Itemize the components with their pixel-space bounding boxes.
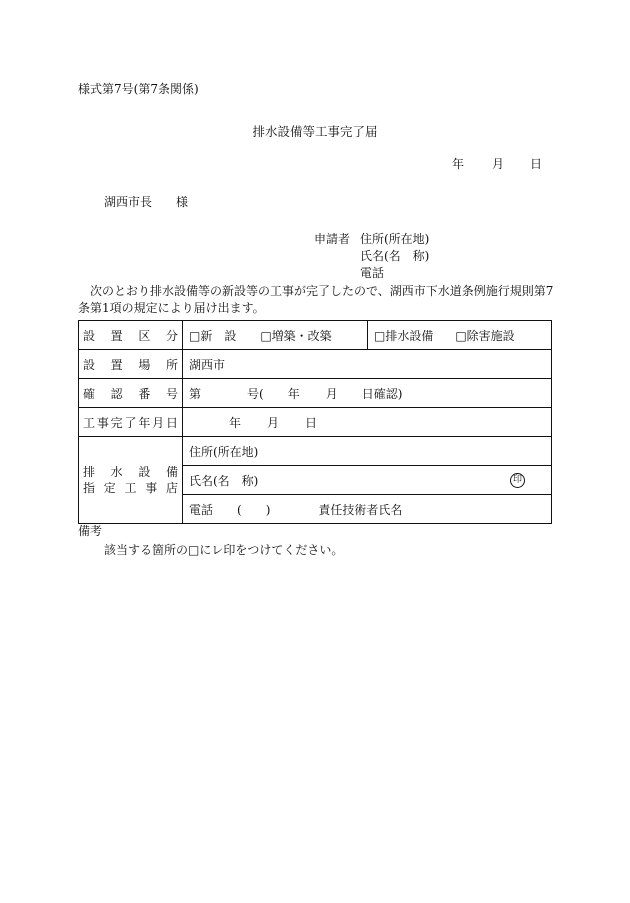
conf-year: 年 [287,386,300,401]
confirmation-number-char: 号 [165,386,178,401]
confirmation-number-char: 確 [83,386,96,401]
label-installation-category [79,321,183,350]
applicant-phone-label: 電話 [360,266,385,280]
conf-day: 日確認) [361,386,403,401]
completion-day: 日 [305,415,318,430]
contractor-phone-label: 電話 [189,502,214,517]
phone-paren-open: ( [237,502,242,517]
date-month: 月 [492,157,505,171]
applicant-address-label: 住所(所在地) [360,232,430,246]
label-designated-contractor [79,437,183,524]
seal-icon: 印 [510,473,525,488]
drainage-equipment-char: 水 [110,465,123,479]
label-completion-date [79,408,183,437]
cell-facility-type [368,321,552,350]
installation-location-char: 設 [83,357,96,372]
drainage-equipment-char: 備 [165,465,178,479]
addressee: 湖西市長 様 [104,195,189,209]
engineer-name-label: 責任技術者氏名 [318,502,403,517]
completion-date-char: 了 [124,415,137,430]
installation-category-char: 分 [165,328,178,343]
designated-contractor-char: 指 [83,481,96,495]
row-installation-location [79,350,552,379]
completion-date-value [183,408,552,437]
label-installation-location [79,350,183,379]
date-year: 年 [452,157,465,171]
installation-category-char: 設 [83,328,96,343]
checkbox-removal[interactable]: □除害施設 [455,328,515,343]
checkbox-drainage[interactable]: □排水設備 [374,328,434,343]
designated-contractor-char: 定 [103,481,116,495]
completion-date-char: 工 [83,415,96,430]
designated-contractor-char: 事 [145,481,158,495]
completion-month: 月 [267,415,280,430]
label-confirmation-number [79,379,183,408]
confirmation-number-char: 認 [110,386,123,401]
conf-dai: 第 [189,386,202,401]
applicant-name-label: 氏名(名 称) [360,249,430,263]
remarks-text: 該当する箇所の□にレ印をつけてください。 [104,543,344,557]
contractor-address: 住所(所在地) [183,437,552,466]
completion-date-char: 完 [110,415,123,430]
row-confirmation-number [79,379,552,408]
applicant-label: 申請者 [314,232,351,246]
contractor-name [183,466,552,495]
date-day: 日 [530,157,543,171]
confirmation-number-char: 番 [138,386,151,401]
row-contractor-address [79,437,552,466]
installation-location-value: 湖西市 [183,350,552,379]
completion-date-char: 日 [165,415,178,430]
completion-date-char: 月 [152,415,165,430]
cell-construction-type [183,321,368,350]
row-installation-category [79,321,552,350]
installation-location-char: 所 [165,357,178,372]
applicant-block [314,231,429,282]
date-line [452,155,542,172]
form-title: 排水設備等工事完了届 [252,124,378,139]
designated-contractor-char: 店 [165,481,178,495]
conf-month: 月 [325,386,338,401]
row-completion-date [79,408,552,437]
completion-year: 年 [229,415,242,430]
designated-contractor-char: 工 [124,481,137,495]
remarks-label: 備考 [78,524,103,538]
drainage-equipment-char: 排 [83,465,96,479]
installation-category-char: 置 [110,328,123,343]
phone-paren-close: ) [265,502,271,517]
confirmation-number-value [183,379,552,408]
checkbox-expand[interactable]: □増築・改築 [260,328,332,343]
checkbox-new[interactable]: □新 設 [189,328,237,343]
form-number: 様式第7号(第7条関係) [78,82,199,96]
completion-date-char: 事 [96,415,109,430]
completion-date-char: 年 [138,415,151,430]
drainage-equipment-char: 設 [138,465,151,479]
completion-form-table [78,320,552,524]
installation-location-char: 場 [138,357,151,372]
intro-text: 次のとおり排水設備等の新設等の工事が完了したので、湖西市下水道条例施行規則第7条第1項の規定により届け出ます。 [78,284,554,315]
conf-go: 号( [247,386,264,401]
installation-location-char: 置 [110,357,123,372]
installation-category-char: 区 [138,328,151,343]
contractor-phone [183,495,552,524]
contractor-name-label: 氏名(名 称) [189,473,259,488]
